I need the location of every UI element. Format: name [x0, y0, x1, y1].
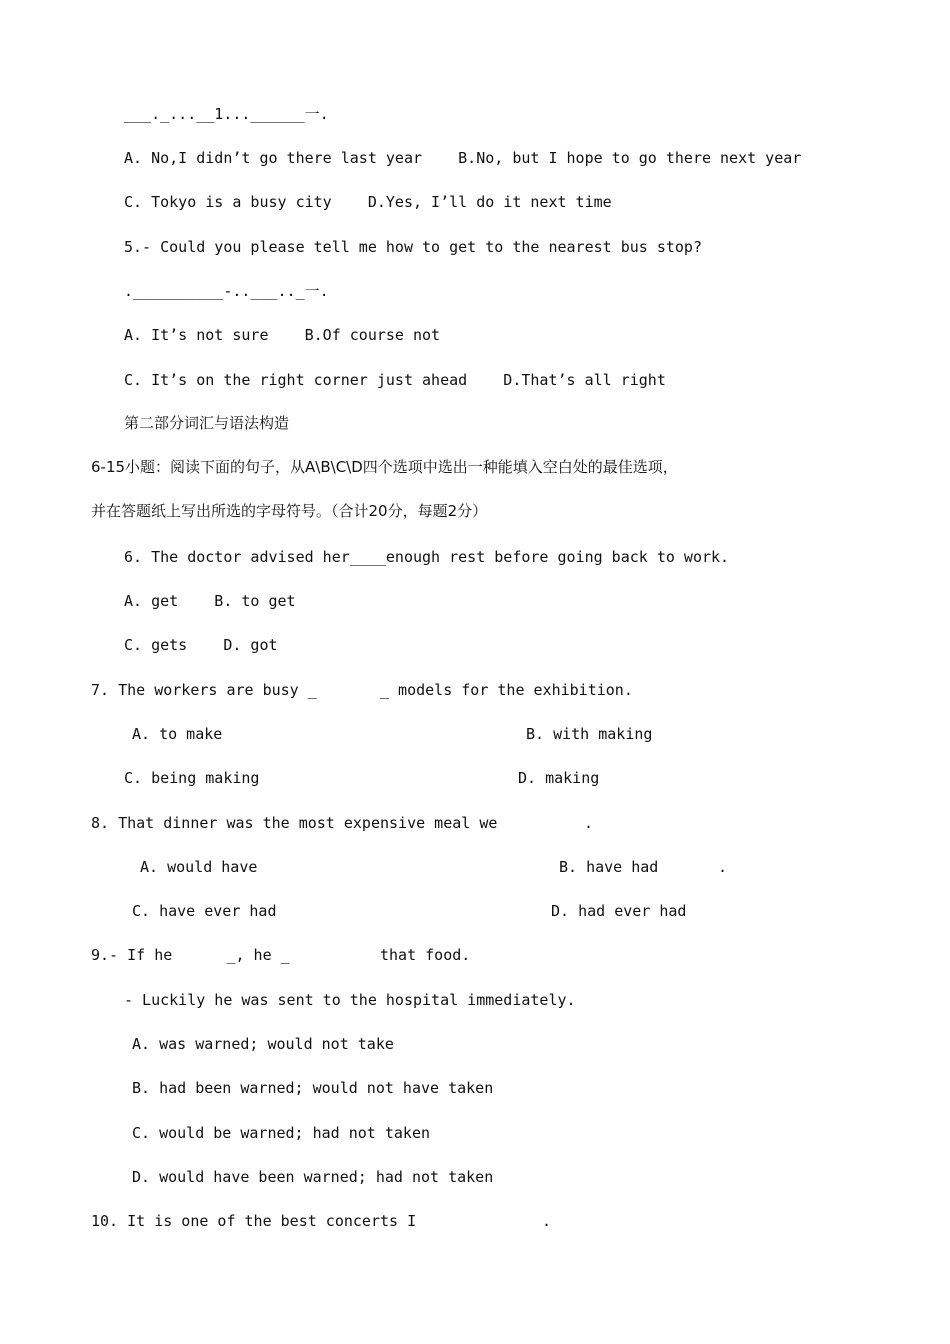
question-8-option-d: D. had ever had — [551, 902, 687, 920]
question-9-option-b: B. had been warned; would not have taken — [132, 1079, 494, 1097]
question-8-option-b-period: . — [718, 858, 728, 876]
question-7-option-b: B. with making — [526, 725, 653, 743]
question-9-stem: 9.- If he _, he _ that food. — [91, 946, 471, 964]
question-8-option-a: A. would have — [140, 858, 258, 876]
question-4-answer-blank: ___._...__1...______一. — [124, 105, 329, 123]
question-9-reply: - Luckily he was sent to the hospital immediately. — [124, 991, 576, 1009]
question-7-option-a: A. to make — [132, 725, 223, 743]
question-5-answer-blank: .__________-..___.._一. — [124, 282, 329, 300]
question-4-options-a-b: A. No,I didn’t go there last year B.No, but I hope to go there next year — [124, 149, 802, 167]
question-5-options-c-d: C. It’s on the right corner just ahead D.That’s all right — [124, 371, 666, 389]
question-10-stem: 10. It is one of the best concerts I — [91, 1212, 417, 1230]
question-8-option-b: B. have had — [559, 858, 659, 876]
question-4-options-c-d: C. Tokyo is a busy city D.Yes, I’ll do it next time — [124, 193, 612, 211]
question-6-options-c-d: C. gets D. got — [124, 636, 278, 654]
question-6-stem: 6. The doctor advised her____enough rest before going back to work. — [124, 548, 730, 566]
section-instructions-line-1: 6-15小题：阅读下面的句子，从A\B\C\D四个选项中选出一种能填入空白处的最佳选项， — [91, 458, 678, 476]
question-8-option-c: C. have ever had — [132, 902, 277, 920]
question-7-stem: 7. The workers are busy _ _ models for the exhibition. — [91, 681, 633, 699]
question-7-option-c: C. being making — [124, 769, 260, 787]
question-8-stem-period: . — [584, 814, 594, 832]
question-7-option-d: D. making — [518, 769, 600, 787]
question-9-option-d: D. would have been warned; had not taken — [132, 1168, 494, 1186]
question-6-options-a-b: A. get B. to get — [124, 592, 296, 610]
question-5-options-a-b: A. It’s not sure B.Of course not — [124, 326, 441, 344]
part-2-title: 第二部分词汇与语法构造 — [124, 414, 290, 432]
question-9-option-c: C. would be warned; had not taken — [132, 1124, 431, 1142]
question-10-stem-period: . — [542, 1212, 552, 1230]
question-5-stem: 5.- Could you please tell me how to get to the nearest bus stop? — [124, 238, 702, 256]
section-instructions-line-2: 并在答题纸上写出所选的字母符号。（合计20分，每题2分） — [91, 502, 488, 520]
question-9-option-a: A. was warned; would not take — [132, 1035, 394, 1053]
question-8-stem: 8. That dinner was the most expensive meal we — [91, 814, 498, 832]
